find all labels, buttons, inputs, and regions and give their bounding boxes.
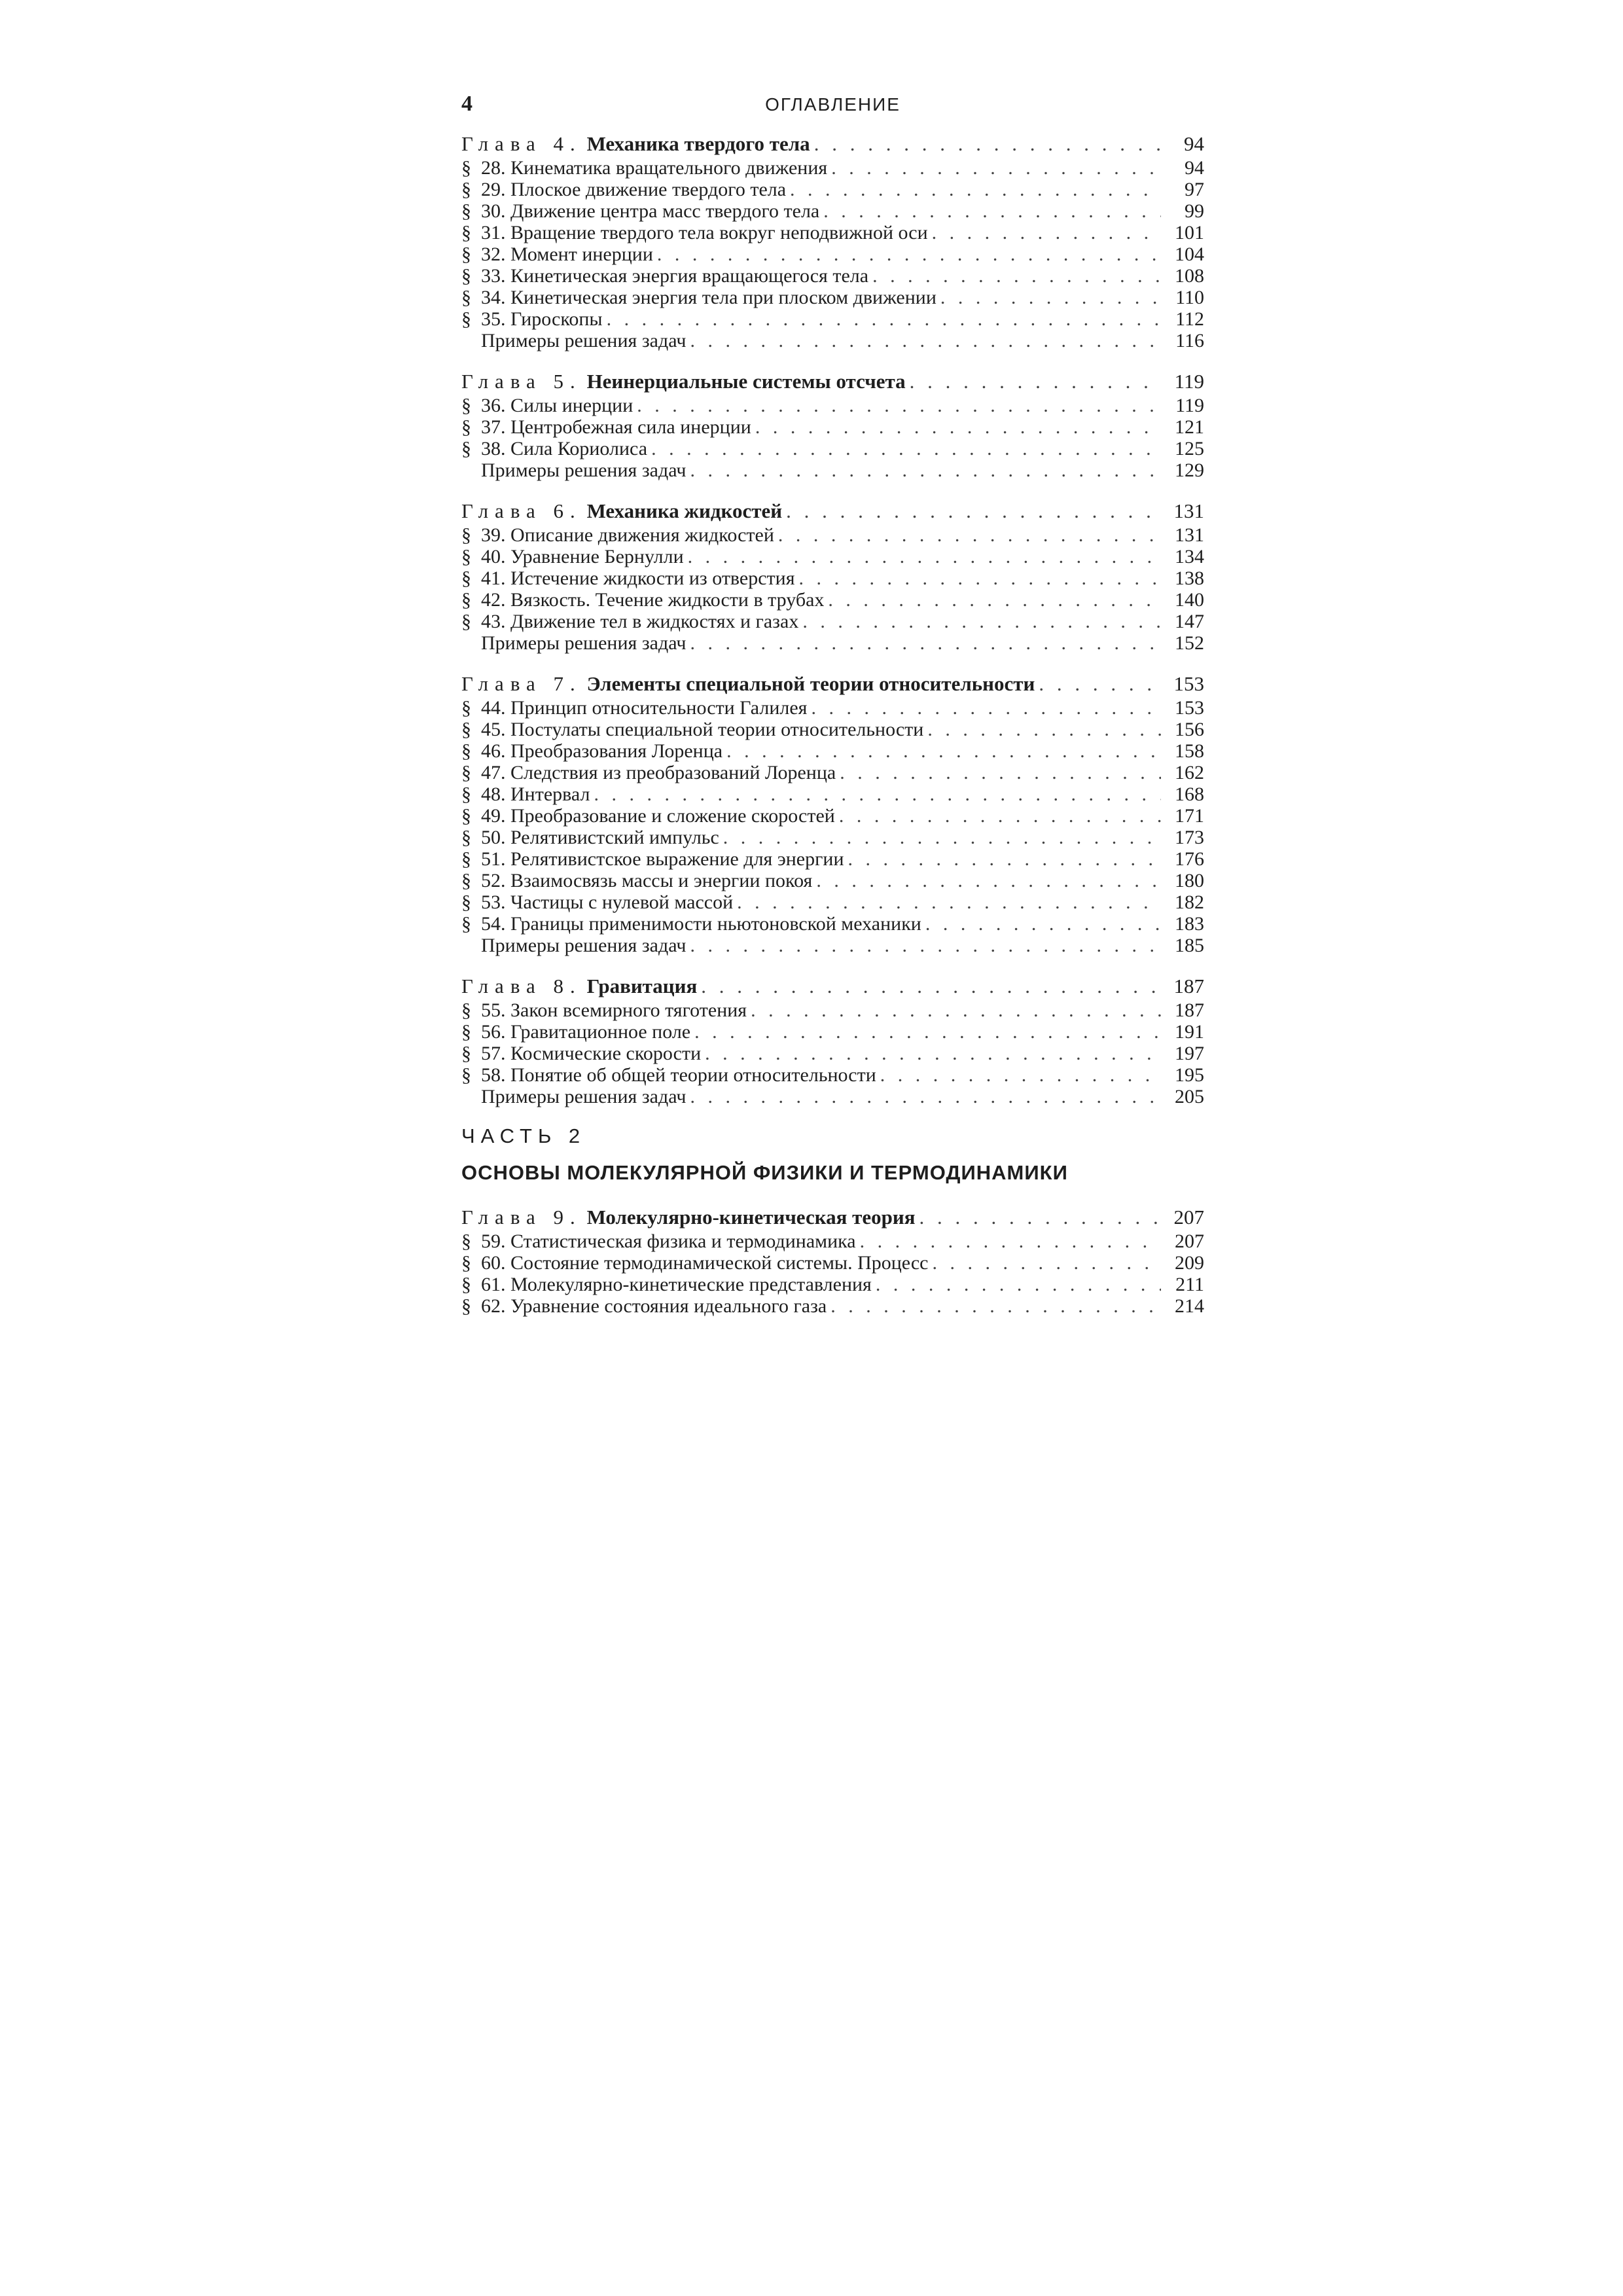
section-page: 205 <box>1175 1086 1204 1107</box>
section-title: 52. Взаимосвязь массы и энергии покоя <box>481 870 813 891</box>
section-page: 140 <box>1175 589 1204 611</box>
section-title: 36. Силы инерции <box>481 395 633 416</box>
section-page: 176 <box>1175 848 1204 870</box>
chapter-heading <box>461 973 1204 999</box>
section-sign: § <box>461 308 471 330</box>
part-1-contents <box>461 131 1204 1107</box>
section-sign: § <box>461 870 471 891</box>
section-entry <box>461 1230 1204 1252</box>
dot-leader <box>811 697 1161 719</box>
section-sign: § <box>461 416 471 438</box>
section-sign: § <box>461 1295 471 1317</box>
section-sign: § <box>461 805 471 827</box>
section-entry <box>461 1043 1204 1064</box>
section-title: 35. Гироскопы <box>481 308 603 330</box>
section-sign: § <box>461 848 471 870</box>
chapter <box>461 498 1204 654</box>
section-page: 173 <box>1175 827 1204 848</box>
section-page: 131 <box>1175 524 1204 546</box>
section-sign: § <box>461 179 471 200</box>
dot-leader <box>799 567 1161 589</box>
dot-leader <box>694 1021 1161 1043</box>
chapter-number: Глава 7. <box>461 672 582 695</box>
section-entry <box>461 287 1204 308</box>
examples-entry <box>461 935 1204 956</box>
dot-leader <box>751 999 1161 1021</box>
chapter-page: 119 <box>1174 370 1204 393</box>
section-title: 45. Постулаты специальной теории относительности <box>481 719 924 740</box>
section-page: 147 <box>1175 611 1204 632</box>
chapter-page: 187 <box>1173 975 1204 997</box>
chapter-title: Элементы специальной теории относительности <box>586 672 1035 695</box>
dot-leader <box>651 438 1161 459</box>
section-sign: § <box>461 999 471 1021</box>
section-entry <box>461 697 1204 719</box>
section-entry <box>461 567 1204 589</box>
dot-leader <box>594 783 1161 805</box>
examples-entry <box>461 330 1204 351</box>
dot-leader <box>848 848 1161 870</box>
section-page: 180 <box>1175 870 1204 891</box>
dot-leader <box>828 589 1161 611</box>
dot-leader <box>737 891 1161 913</box>
section-page: 207 <box>1175 1230 1204 1252</box>
section-page: 125 <box>1175 438 1204 459</box>
section-page: 158 <box>1175 740 1204 762</box>
dot-leader <box>919 1204 1161 1230</box>
section-sign: § <box>461 243 471 265</box>
section-title: 38. Сила Кориолиса <box>481 438 648 459</box>
section-sign: § <box>461 1021 471 1043</box>
dot-leader <box>860 1230 1161 1252</box>
dot-leader <box>814 131 1161 157</box>
section-title: 31. Вращение твердого тела вокруг неподвижной оси <box>481 222 928 243</box>
section-page: 197 <box>1175 1043 1204 1064</box>
dot-leader <box>933 1252 1162 1274</box>
section-entry <box>461 222 1204 243</box>
section-sign: § <box>461 395 471 416</box>
section-sign: § <box>461 1252 471 1274</box>
chapter <box>461 368 1204 481</box>
section-entry <box>461 157 1204 179</box>
section-entry <box>461 179 1204 200</box>
section-page: 129 <box>1175 459 1204 481</box>
dot-leader <box>932 222 1161 243</box>
section-entry <box>461 913 1204 935</box>
chapter-page: 131 <box>1173 499 1204 522</box>
chapter <box>461 671 1204 956</box>
section-entry <box>461 999 1204 1021</box>
dot-leader <box>690 1086 1161 1107</box>
section-sign: § <box>461 762 471 783</box>
section-title: Примеры решения задач <box>481 632 687 654</box>
section-page: 183 <box>1175 913 1204 935</box>
chapter-number: Глава 8. <box>461 975 582 997</box>
section-entry <box>461 740 1204 762</box>
section-entry <box>461 1274 1204 1295</box>
section-title: Примеры решения задач <box>481 935 687 956</box>
examples-entry <box>461 459 1204 481</box>
section-page: 209 <box>1175 1252 1204 1274</box>
header-title: ОГЛАВЛЕНИЕ <box>765 94 901 115</box>
dot-leader <box>726 740 1161 762</box>
section-page: 185 <box>1175 935 1204 956</box>
dot-leader <box>823 200 1161 222</box>
section-sign: § <box>461 611 471 632</box>
dot-leader <box>816 870 1161 891</box>
section-title: 43. Движение тел в жидкостях и газах <box>481 611 799 632</box>
section-title: Примеры решения задач <box>481 459 687 481</box>
section-sign: § <box>461 589 471 611</box>
page-number: 4 <box>461 92 473 116</box>
section-title: 37. Центробежная сила инерции <box>481 416 751 438</box>
section-sign: § <box>461 265 471 287</box>
chapter-title: Гравитация <box>586 975 698 997</box>
chapter-number: Глава 9. <box>461 1206 582 1229</box>
section-entry <box>461 870 1204 891</box>
section-page: 187 <box>1175 999 1204 1021</box>
section-title: 41. Истечение жидкости из отверстия <box>481 567 795 589</box>
section-title: 57. Космические скорости <box>481 1043 702 1064</box>
chapter-heading <box>461 131 1204 157</box>
section-page: 108 <box>1175 265 1204 287</box>
section-entry <box>461 805 1204 827</box>
section-entry <box>461 308 1204 330</box>
section-title: 42. Вязкость. Течение жидкости в трубах <box>481 589 825 611</box>
section-page: 97 <box>1185 179 1204 200</box>
dot-leader <box>802 611 1161 632</box>
chapter-page: 153 <box>1173 672 1204 695</box>
section-entry <box>461 611 1204 632</box>
section-title: 51. Релятивистское выражение для энергии <box>481 848 844 870</box>
section-sign: § <box>461 1043 471 1064</box>
section-sign: § <box>461 200 471 222</box>
section-sign: § <box>461 1230 471 1252</box>
chapter-heading <box>461 498 1204 524</box>
chapter-heading <box>461 368 1204 395</box>
running-head <box>461 92 1204 131</box>
section-entry <box>461 546 1204 567</box>
chapter-title: Неинерциальные системы отсчета <box>586 370 906 393</box>
section-title: 32. Момент инерции <box>481 243 653 265</box>
section-title: 29. Плоское движение твердого тела <box>481 179 787 200</box>
chapter-page: 94 <box>1184 132 1204 155</box>
dot-leader <box>872 265 1161 287</box>
examples-entry <box>461 1086 1204 1107</box>
dot-leader <box>790 179 1161 200</box>
part-2-label: ЧАСТЬ 2 <box>461 1124 586 1147</box>
section-page: 112 <box>1175 308 1204 330</box>
section-title: Примеры решения задач <box>481 330 687 351</box>
dot-leader <box>778 524 1161 546</box>
section-entry <box>461 265 1204 287</box>
section-page: 119 <box>1175 395 1204 416</box>
section-entry <box>461 243 1204 265</box>
dot-leader <box>927 719 1161 740</box>
section-sign: § <box>461 438 471 459</box>
dot-leader <box>1039 671 1161 697</box>
book-page <box>461 92 1204 1334</box>
dot-leader <box>925 913 1161 935</box>
section-sign: § <box>461 222 471 243</box>
section-page: 191 <box>1175 1021 1204 1043</box>
dot-leader <box>940 287 1161 308</box>
section-sign: § <box>461 567 471 589</box>
dot-leader <box>876 1274 1161 1295</box>
section-entry <box>461 395 1204 416</box>
dot-leader <box>831 157 1161 179</box>
chapter <box>461 1204 1204 1317</box>
section-title: 40. Уравнение Бернулли <box>481 546 684 567</box>
section-title: 53. Частицы с нулевой массой <box>481 891 734 913</box>
section-entry <box>461 1021 1204 1043</box>
section-page: 171 <box>1175 805 1204 827</box>
dot-leader <box>607 308 1161 330</box>
dot-leader <box>637 395 1161 416</box>
section-title: 50. Релятивистский импульс <box>481 827 719 848</box>
chapter <box>461 973 1204 1107</box>
dot-leader <box>786 498 1161 524</box>
section-entry <box>461 848 1204 870</box>
section-sign: § <box>461 697 471 719</box>
section-title: 62. Уравнение состояния идеального газа <box>481 1295 827 1317</box>
section-page: 116 <box>1175 330 1204 351</box>
section-entry <box>461 783 1204 805</box>
section-sign: § <box>461 524 471 546</box>
dot-leader <box>701 973 1161 999</box>
chapter-title: Молекулярно-кинетическая теория <box>586 1206 916 1229</box>
section-sign: § <box>461 827 471 848</box>
chapter <box>461 131 1204 351</box>
dot-leader <box>690 330 1161 351</box>
dot-leader <box>690 935 1161 956</box>
dot-leader <box>830 1295 1161 1317</box>
section-title: 58. Понятие об общей теории относительности <box>481 1064 876 1086</box>
part-2-title: ОСНОВЫ МОЛЕКУЛЯРНОЙ ФИЗИКИ И ТЕРМОДИНАМИКИ <box>461 1161 1068 1184</box>
section-page: 94 <box>1185 157 1204 179</box>
section-entry <box>461 891 1204 913</box>
section-title: 59. Статистическая физика и термодинамика <box>481 1230 856 1252</box>
section-entry <box>461 1064 1204 1086</box>
section-title: 61. Молекулярно-кинетические представления <box>481 1274 872 1295</box>
dot-leader <box>723 827 1161 848</box>
section-title: 30. Движение центра масс твердого тела <box>481 200 820 222</box>
section-entry <box>461 1295 1204 1317</box>
section-page: 152 <box>1175 632 1204 654</box>
chapter-title: Механика твердого тела <box>586 132 810 155</box>
section-entry <box>461 827 1204 848</box>
dot-leader <box>755 416 1161 438</box>
section-page: 168 <box>1175 783 1204 805</box>
section-page: 162 <box>1175 762 1204 783</box>
section-entry <box>461 200 1204 222</box>
section-title: 49. Преобразование и сложение скоростей <box>481 805 835 827</box>
section-title: 28. Кинематика вращательного движения <box>481 157 828 179</box>
section-title: 54. Границы применимости ньютоновской механики <box>481 913 921 935</box>
section-title: 48. Интервал <box>481 783 590 805</box>
dot-leader <box>840 762 1161 783</box>
section-sign: § <box>461 546 471 567</box>
section-sign: § <box>461 740 471 762</box>
section-page: 134 <box>1175 546 1204 567</box>
examples-entry <box>461 632 1204 654</box>
dot-leader <box>705 1043 1161 1064</box>
dot-leader <box>690 459 1161 481</box>
dot-leader <box>880 1064 1161 1086</box>
dot-leader <box>839 805 1161 827</box>
section-page: 101 <box>1175 222 1204 243</box>
chapter-number: Глава 4. <box>461 132 582 155</box>
section-page: 153 <box>1175 697 1204 719</box>
dot-leader <box>688 546 1161 567</box>
chapter-number: Глава 6. <box>461 499 582 522</box>
section-page: 138 <box>1175 567 1204 589</box>
section-page: 156 <box>1175 719 1204 740</box>
section-page: 182 <box>1175 891 1204 913</box>
section-title: 46. Преобразования Лоренца <box>481 740 723 762</box>
section-title: 47. Следствия из преобразований Лоренца <box>481 762 836 783</box>
section-title: 34. Кинетическая энергия тела при плоском движении <box>481 287 936 308</box>
section-sign: § <box>461 719 471 740</box>
section-entry <box>461 1252 1204 1274</box>
section-sign: § <box>461 1274 471 1295</box>
section-sign: § <box>461 891 471 913</box>
section-page: 121 <box>1175 416 1204 438</box>
section-page: 104 <box>1175 243 1204 265</box>
chapter-title: Механика жидкостей <box>586 499 783 522</box>
section-entry <box>461 438 1204 459</box>
section-sign: § <box>461 287 471 308</box>
section-entry <box>461 719 1204 740</box>
dot-leader <box>657 243 1161 265</box>
section-page: 99 <box>1185 200 1204 222</box>
section-title: 44. Принцип относительности Галилея <box>481 697 808 719</box>
section-sign: § <box>461 157 471 179</box>
section-entry <box>461 762 1204 783</box>
section-entry <box>461 524 1204 546</box>
section-title: 33. Кинетическая энергия вращающегося тела <box>481 265 869 287</box>
chapter-heading <box>461 1204 1204 1230</box>
section-page: 195 <box>1175 1064 1204 1086</box>
section-entry <box>461 589 1204 611</box>
section-page: 214 <box>1175 1295 1204 1317</box>
chapter-number: Глава 5. <box>461 370 582 393</box>
dot-leader <box>910 368 1161 395</box>
section-title: 39. Описание движения жидкостей <box>481 524 774 546</box>
dot-leader <box>690 632 1161 654</box>
part-2-contents <box>461 1204 1204 1317</box>
section-title: 56. Гравитационное поле <box>481 1021 691 1043</box>
section-title: Примеры решения задач <box>481 1086 687 1107</box>
section-title: 55. Закон всемирного тяготения <box>481 999 747 1021</box>
section-sign: § <box>461 1064 471 1086</box>
section-sign: § <box>461 783 471 805</box>
section-page: 110 <box>1175 287 1204 308</box>
chapter-heading <box>461 671 1204 697</box>
section-title: 60. Состояние термодинамической системы. Процесс <box>481 1252 929 1274</box>
chapter-page: 207 <box>1173 1206 1204 1229</box>
section-entry <box>461 416 1204 438</box>
section-page: 211 <box>1175 1274 1204 1295</box>
section-sign: § <box>461 913 471 935</box>
